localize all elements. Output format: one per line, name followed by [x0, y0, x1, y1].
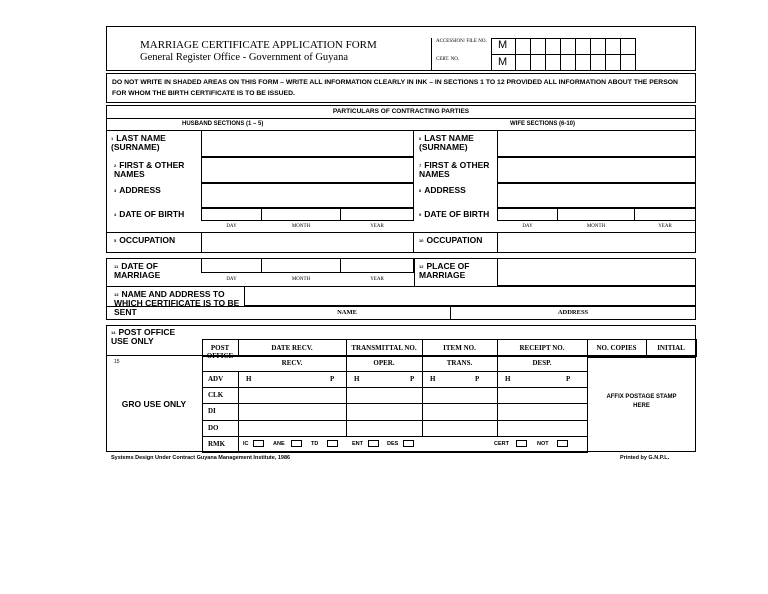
gro-row-label: RMK	[208, 440, 226, 448]
send-address-col: ADDRESS	[557, 309, 589, 316]
place-of-marriage-field[interactable]	[497, 258, 696, 286]
particulars-title: PARTICULARS OF CONTRACTING PARTIES	[332, 108, 470, 115]
wife-dob-day[interactable]	[497, 208, 558, 221]
day-label: DAY	[226, 277, 237, 282]
postage-stamp-text: AFFIX POSTAGE STAMP HERE	[606, 394, 677, 409]
footer-credit: Systems Design Under Contract Guyana Management Institute, 1986	[111, 455, 291, 461]
accession-digit-box[interactable]	[575, 38, 591, 55]
accession-digit-box[interactable]	[605, 38, 621, 55]
remark-checkbox[interactable]	[516, 440, 527, 447]
gro-entry-cell[interactable]	[497, 420, 588, 437]
marriage-year[interactable]	[340, 258, 414, 273]
remark-checkbox[interactable]	[368, 440, 379, 447]
cert-no-label: CERT. NO.	[436, 57, 460, 62]
gro-row-label: CLK	[208, 391, 224, 399]
day-label: DAY	[522, 224, 533, 229]
month-label: MONTH	[586, 224, 606, 229]
p-marker: P	[566, 375, 571, 383]
gro-entry-cell[interactable]	[238, 420, 347, 437]
husband-dob-year[interactable]	[340, 208, 414, 221]
po-sub-header: TRANS.	[446, 359, 473, 367]
po-header-label: INITIAL	[657, 344, 685, 352]
po-header-label: POST OFFICE	[206, 344, 234, 360]
gro-entry-cell[interactable]	[422, 387, 498, 404]
cert-prefix: M	[498, 56, 508, 68]
wife-sections: WIFE SECTIONS (6-10)	[510, 121, 576, 127]
gro-row-label: ADV	[208, 375, 224, 383]
wife-address-label: $^8$ ADDRESS	[419, 185, 466, 195]
remark-check-label: CERT	[494, 441, 509, 447]
husband-first-names-field[interactable]	[201, 157, 414, 183]
h-marker: H	[246, 375, 252, 383]
gro-entry-cell[interactable]	[422, 420, 498, 437]
marriage-month[interactable]	[261, 258, 341, 273]
wife-dob-label: $^9$ DATE OF BIRTH	[419, 209, 490, 219]
wife-occupation-field[interactable]	[497, 232, 696, 253]
footer-printer: Printed by G.N.P.L.	[620, 455, 670, 461]
husband-sections: HUSBAND SECTIONS (1 – 5)	[182, 121, 264, 127]
remark-checkbox[interactable]	[291, 440, 302, 447]
gro-use-only-label: GRO USE ONLY	[121, 399, 187, 409]
accession-digit-box[interactable]	[530, 38, 546, 55]
cert-digit-box[interactable]	[545, 54, 561, 71]
wife-last-name-field[interactable]	[497, 130, 696, 157]
remark-checkbox[interactable]	[557, 440, 568, 447]
send-to-field[interactable]	[244, 286, 696, 306]
gro-entry-cell[interactable]	[422, 403, 498, 421]
form-title: MARRIAGE CERTIFICATE APPLICATION FORM	[140, 39, 377, 51]
wife-first-names-label: $^7$ FIRST & OTHER NAMES	[419, 160, 490, 179]
send-to-label: $^{13}$ NAME AND ADDRESS TO WHICH CERTIFICATE IS TO BE SENT	[114, 289, 240, 317]
gro-entry-cell[interactable]	[238, 387, 347, 404]
year-label: YEAR	[370, 224, 384, 229]
cert-digit-box[interactable]	[515, 54, 531, 71]
gro-entry-cell[interactable]	[497, 403, 588, 421]
remark-check-label: TD	[311, 441, 319, 447]
p-marker: P	[330, 375, 335, 383]
h-marker: H	[505, 375, 511, 383]
remark-check-label: ENT	[352, 441, 363, 447]
send-name-col: NAME	[337, 309, 357, 316]
po-header-label: TRANSMITTAL NO.	[351, 344, 417, 352]
place-of-marriage-label: $^{12}$ PLACE OF MARRIAGE	[419, 261, 470, 280]
husband-occupation-field[interactable]	[201, 232, 414, 253]
gro-row-label: DO	[208, 424, 219, 432]
po-header-label: RECEIPT NO.	[519, 344, 565, 352]
husband-first-names-label: $^2$ FIRST & OTHER NAMES	[114, 160, 185, 179]
gro-entry-cell[interactable]	[346, 403, 423, 421]
po-sub-header: OPER.	[373, 359, 395, 367]
p-marker: P	[475, 375, 480, 383]
wife-last-name-label: $^6$ LAST NAME (SURNAME)	[419, 133, 474, 152]
post-office-label: $^{14}$ POST OFFICE USE ONLY	[111, 327, 176, 346]
husband-occupation-label: $^5$ OCCUPATION	[114, 235, 176, 245]
cert-digit-box[interactable]	[620, 54, 636, 71]
remark-checkbox[interactable]	[253, 440, 264, 447]
h-marker: H	[430, 375, 436, 383]
h-marker: H	[354, 375, 360, 383]
cert-digit-box[interactable]	[560, 54, 576, 71]
husband-dob-label: $^4$ DATE OF BIRTH	[114, 209, 185, 219]
accession-digit-box[interactable]	[545, 38, 561, 55]
year-label: YEAR	[658, 224, 672, 229]
husband-last-name-label: $^1$ LAST NAME (SURNAME)	[111, 133, 166, 152]
gro-entry-cell[interactable]	[497, 371, 588, 388]
cert-digit-box[interactable]	[590, 54, 606, 71]
cert-digit-box[interactable]	[605, 54, 621, 71]
cert-digit-box[interactable]	[575, 54, 591, 71]
po-sub-header: DESP.	[532, 359, 552, 367]
husband-address-label: $^3$ ADDRESS	[114, 185, 161, 195]
remark-checkbox[interactable]	[403, 440, 414, 447]
date-of-marriage-label: $^{11}$ DATE OF MARRIAGE	[114, 261, 161, 280]
p-marker: P	[410, 375, 415, 383]
po-sub-header: RECV.	[281, 359, 303, 367]
accession-prefix: M	[498, 39, 508, 51]
po-header-label: NO. COPIES	[596, 344, 637, 352]
po-header-label: DATE RECV.	[271, 344, 313, 352]
remark-check-label: IC	[243, 441, 249, 447]
month-label: MONTH	[291, 277, 311, 282]
wife-dob-month[interactable]	[557, 208, 635, 221]
husband-last-name-field[interactable]	[201, 130, 414, 157]
instructions-text: DO NOT WRITE IN SHADED AREAS ON THIS FORM – WRITE ALL INFORMATION CLEARLY IN INK – IN SECTIONS 1 TO 12 PROVIDED ALL INFORMATION ABOUT THE PERSON FOR WHOM THE BIRTH CERTIFICATE IS TO BE ISSUED.	[112, 79, 678, 97]
form-subtitle: General Register Office - Government of Guyana	[140, 52, 348, 63]
accession-digit-box[interactable]	[515, 38, 531, 55]
accession-digit-box[interactable]	[590, 38, 606, 55]
cert-digit-box[interactable]	[530, 54, 546, 71]
accession-digit-box[interactable]	[560, 38, 576, 55]
remark-checkbox[interactable]	[327, 440, 338, 447]
wife-address-field[interactable]	[497, 183, 696, 208]
remark-check-label: ANE	[273, 441, 285, 447]
accession-label: ACCESSION/ FILE NO.	[436, 39, 487, 44]
wife-occupation-label: $^{10}$ OCCUPATION	[419, 235, 483, 245]
gro-entry-cell[interactable]	[346, 387, 423, 404]
gro-section-number: 15	[114, 359, 120, 365]
accession-digit-box[interactable]	[620, 38, 636, 55]
remark-check-label: NOT	[537, 441, 549, 447]
wife-first-names-field[interactable]	[497, 157, 696, 183]
husband-address-field[interactable]	[201, 183, 414, 208]
marriage-day[interactable]	[201, 258, 262, 273]
po-header-label: ITEM NO.	[443, 344, 476, 352]
gro-entry-cell[interactable]	[497, 387, 588, 404]
remark-check-label: DES	[387, 441, 399, 447]
day-label: DAY	[226, 224, 237, 229]
month-label: MONTH	[291, 224, 311, 229]
husband-dob-month[interactable]	[261, 208, 341, 221]
year-label: YEAR	[370, 277, 384, 282]
wife-dob-year[interactable]	[634, 208, 696, 221]
gro-entry-cell[interactable]	[238, 403, 347, 421]
husband-dob-day[interactable]	[201, 208, 262, 221]
gro-row-label: DI	[208, 407, 216, 415]
gro-entry-cell[interactable]	[346, 420, 423, 437]
